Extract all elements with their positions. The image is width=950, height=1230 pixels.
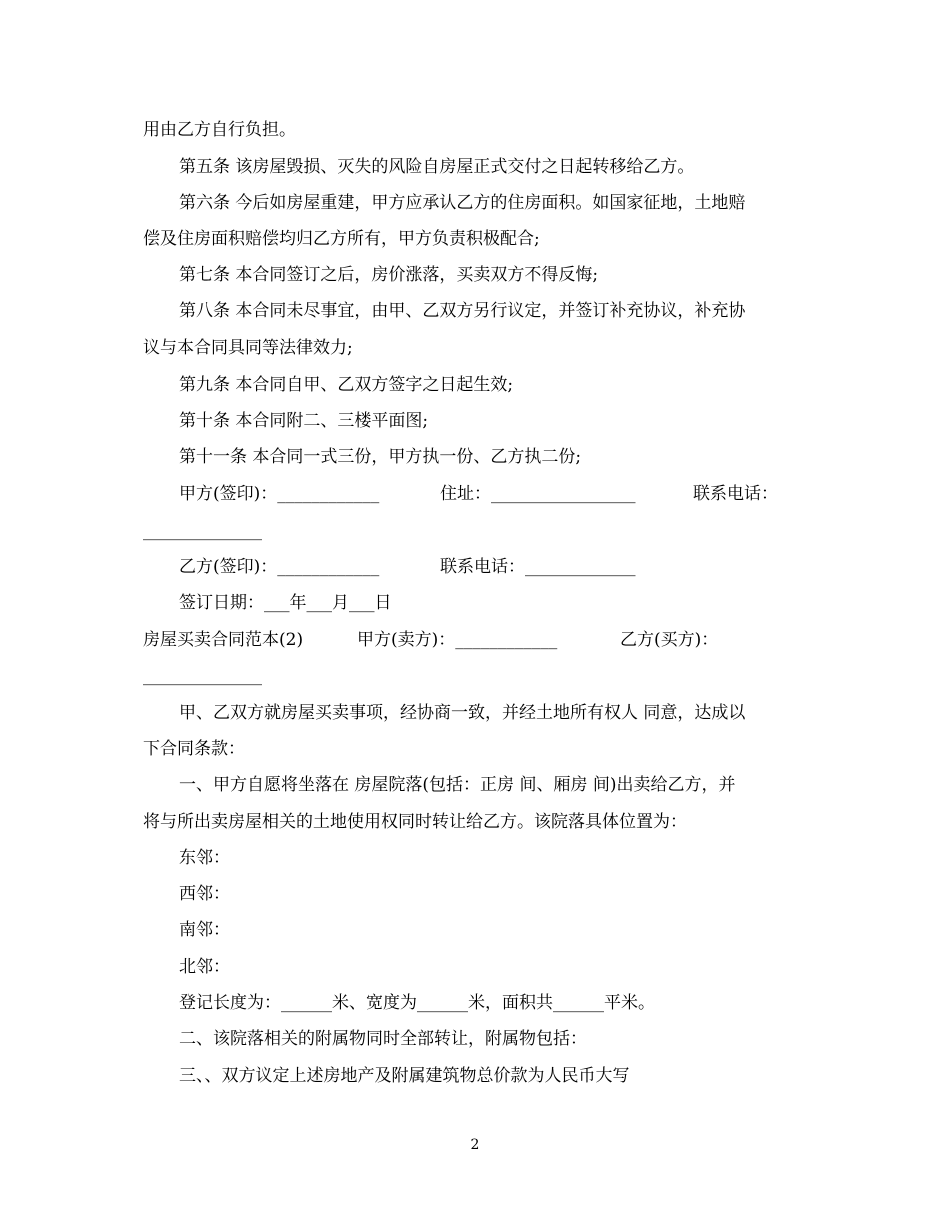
contract2-header <box>0 626 950 654</box>
text-line: 偿及住房面积赔偿均归乙方所有，甲方负责积极配合; <box>143 229 540 249</box>
signature-row-b <box>0 553 950 581</box>
text-line: 下合同条款： <box>143 739 245 759</box>
seller-field: 甲方(卖方)：____________ <box>357 630 558 650</box>
registered-dimensions: 登记长度为：______米、宽度为______米，面积共______平米。 <box>179 993 655 1013</box>
article-7: 第七条 本合同签订之后，房价涨落，买卖双方不得反悔; <box>179 265 599 285</box>
text-line: 将与所出卖房屋相关的土地使用权同时转让给乙方。该院落具体位置为： <box>143 812 687 832</box>
east-neighbor: 东邻： <box>179 848 230 868</box>
west-neighbor: 西邻： <box>179 884 230 904</box>
clause-1: 一、甲方自愿将坐落在 房屋院落(包括：正房 间、厢房 间)出卖给乙方，并 <box>179 775 736 795</box>
article-9: 第九条 本合同自甲、乙双方签字之日起生效; <box>179 375 514 395</box>
article-10: 第十条 本合同附二、三楼平面图; <box>179 411 429 431</box>
clause-2: 二、该院落相关的附属物同时全部转让，附属物包括： <box>179 1029 587 1049</box>
sign-date-field: 签订日期：___年___月___日 <box>179 593 392 613</box>
text-line: 议与本合同具同等法律效力; <box>143 338 353 358</box>
article-6: 第六条 今后如房屋重建，甲方应承认乙方的住房面积。如国家征地，土地赔 <box>179 193 746 213</box>
party-b-sign-field: 乙方(签印)：____________ <box>179 557 380 577</box>
clause-3: 三、、双方议定上述房地产及附属建筑物总价款为人民币大写 <box>179 1066 630 1086</box>
preamble: 甲、乙双方就房屋买卖事项，经协商一致，并经土地所有权人 同意，达成以 <box>179 703 746 723</box>
signature-row-a <box>0 480 950 508</box>
contract2-title: 房屋买卖合同范本(2) <box>143 630 304 650</box>
article-5: 第五条 该房屋毁损、灭失的风险自房屋正式交付之日起转移给乙方。 <box>179 157 695 177</box>
address-field: 住址：_________________ <box>440 484 636 504</box>
page-number: 2 <box>470 1137 480 1153</box>
article-8: 第八条 本合同未尽事宜，由甲、乙双方另行议定，并签订补充协议，补充协 <box>179 301 746 321</box>
phone-b-field: 联系电话：_____________ <box>440 557 636 577</box>
phone-a-label: 联系电话： <box>693 484 778 504</box>
south-neighbor: 南邻： <box>179 920 230 940</box>
phone-a-blank: ______________ <box>143 521 262 541</box>
buyer-label: 乙方(买方)： <box>620 630 719 650</box>
party-a-sign-field: 甲方(签印)：____________ <box>179 484 380 504</box>
north-neighbor: 北邻： <box>179 957 230 977</box>
text-line: 用由乙方自行负担。 <box>143 120 296 140</box>
article-11: 第十一条 本合同一式三份，甲方执一份、乙方执二份; <box>179 447 582 467</box>
buyer-blank: ______________ <box>143 666 262 686</box>
